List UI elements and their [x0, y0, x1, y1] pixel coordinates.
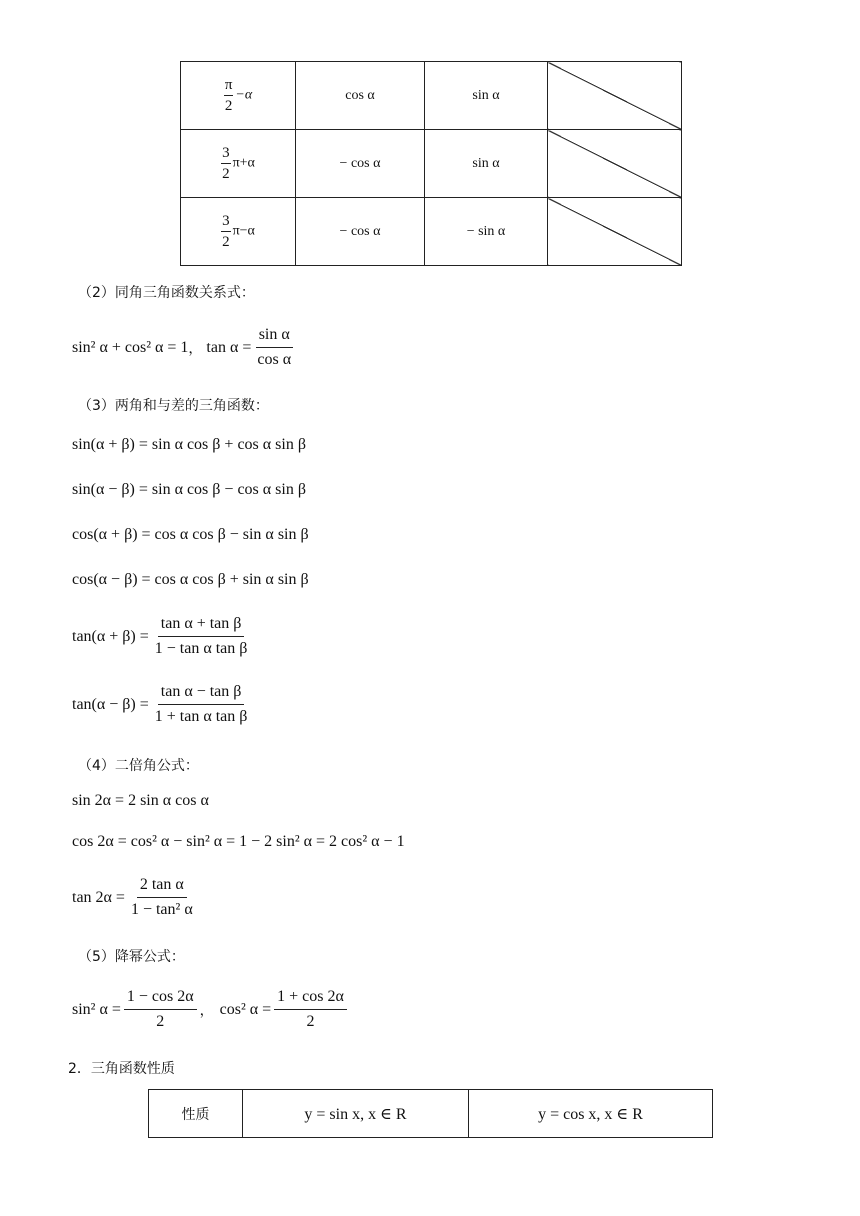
fraction: $\frac{\text{2 tan α}}{\text{1 − tan² α}}$	[130, 876, 193, 918]
table-row	[181, 198, 682, 266]
formula-tan-double-angle: tan 2α = $\frac{\text{2 tan α}}{\text{1 − tan² α}}$	[72, 875, 199, 920]
formula-sin-sum: sin(α + β) = sin α cos β + cos α sin β	[72, 436, 306, 453]
section-heading: （5）降幂公式：	[78, 949, 185, 965]
angle-fraction: $\frac{\pi}{2}$	[224, 77, 233, 114]
fraction: $\frac{\text{sin α}}{\text{cos α}}$	[257, 326, 292, 368]
formula-tan-sum: tan(α + β) = $\frac{\text{tan α + tan β}}{\text{1 − tan α tan β}}$	[72, 614, 253, 659]
value-cell: − cos α	[296, 198, 425, 266]
reduction-formula-table	[180, 61, 682, 266]
table-header-cell: y = cos x, x ∈ R	[469, 1090, 713, 1138]
formula-sin-difference: sin(α − β) = sin α cos β − cos α sin β	[72, 481, 306, 498]
angle-cell: $\frac{3}{2}$ π+α	[181, 130, 296, 198]
value-cell: sin α	[425, 62, 548, 130]
table-header-cell: y = sin x, x ∈ R	[243, 1090, 469, 1138]
formula-power-reduction: sin² α = $\frac{1 - \cos 2\alpha}{2}$ ， cos² α = $\frac{1 + \cos 2\alpha}{2}$	[72, 987, 350, 1032]
formula-sin-double-angle: sin 2α = 2 sin α cos α	[72, 792, 209, 809]
diagonal-empty-cell	[548, 62, 682, 130]
formula-pythagorean-identity: sin² α + cos² α = 1 ， tan α = $\frac{\text{sin α}}{\text{cos α}}$	[72, 325, 297, 370]
section-title: 2．三角函数性质	[68, 1061, 175, 1077]
section-heading: （4）二倍角公式：	[78, 758, 199, 774]
formula-cos-sum: cos(α + β) = cos α cos β − sin α sin β	[72, 526, 309, 543]
angle-cell: $\frac{3}{2}$ π−α	[181, 198, 296, 266]
formula-tan-difference: tan(α − β) = $\frac{\text{tan α − tan β}}{\text{1 + tan α tan β}}$	[72, 682, 253, 727]
section-heading: （2）同角三角函数关系式：	[78, 285, 255, 301]
table-row	[181, 62, 682, 130]
fraction: $\frac{\text{tan α + tan β}}{\text{1 − tan α tan β}}$	[154, 615, 248, 657]
value-cell: − cos α	[296, 130, 425, 198]
fraction: $\frac{1 + \cos 2\alpha}{2}$	[274, 987, 347, 1032]
angle-fraction: $\frac{3}{2}$	[222, 213, 230, 250]
diagonal-empty-cell	[548, 130, 682, 198]
diagonal-empty-cell	[548, 198, 682, 266]
value-cell: cos α	[296, 62, 425, 130]
table-header-cell: 性质	[149, 1090, 243, 1138]
formula-cos-difference: cos(α − β) = cos α cos β + sin α sin β	[72, 571, 309, 588]
formula-cos-double-angle: cos 2α = cos² α − sin² α = 1 − 2 sin² α = 2 cos² α − 1	[72, 833, 405, 850]
angle-fraction: $\frac{3}{2}$	[222, 145, 230, 182]
table-header-row	[149, 1090, 713, 1138]
angle-cell: $\frac{\pi}{2}$ −α	[181, 62, 296, 130]
value-cell: − sin α	[425, 198, 548, 266]
section-heading: （3）两角和与差的三角函数：	[78, 398, 269, 414]
properties-table	[148, 1089, 713, 1138]
fraction: $\frac{1 - \cos 2\alpha}{2}$	[124, 987, 197, 1032]
fraction: $\frac{\text{tan α − tan β}}{\text{1 + tan α tan β}}$	[154, 683, 248, 725]
value-cell: sin α	[425, 130, 548, 198]
table-row	[181, 130, 682, 198]
